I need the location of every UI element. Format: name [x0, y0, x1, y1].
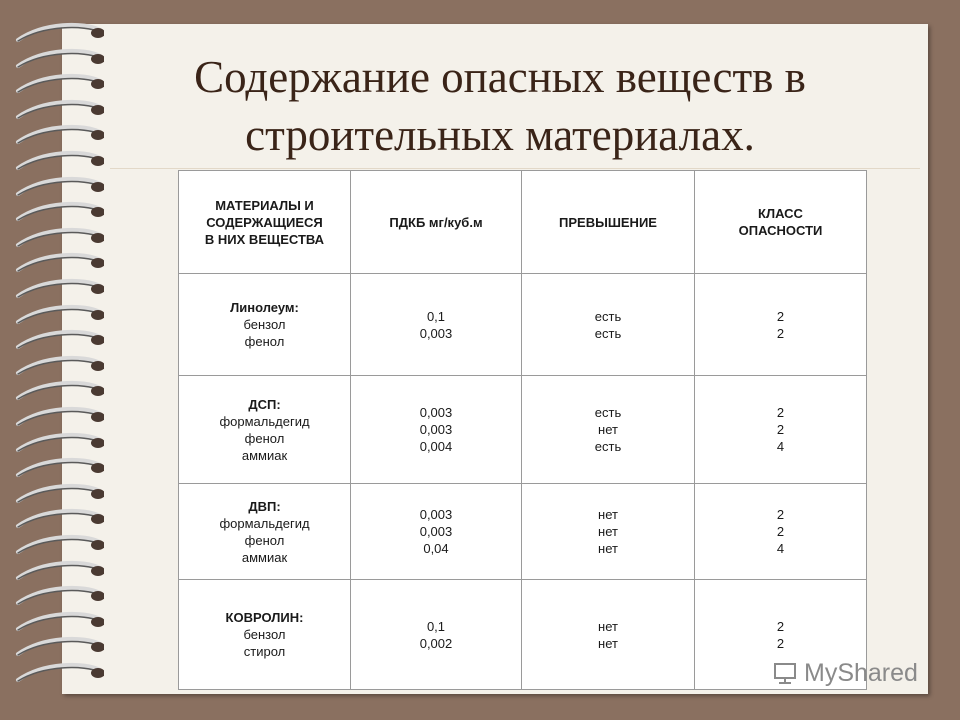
spiral-ring-icon: [14, 532, 104, 558]
spiral-ring-icon: [14, 225, 104, 251]
spiral-ring-icon: [14, 250, 104, 276]
cell-class: 2 2: [695, 580, 867, 690]
cell-class: 2 2 4: [695, 376, 867, 484]
header-excess: ПРЕВЫШЕНИЕ: [522, 171, 695, 274]
spiral-ring-icon: [14, 174, 104, 200]
title-divider: [110, 168, 920, 169]
cell-excess: нет нет: [522, 580, 695, 690]
spiral-ring-icon: [14, 660, 104, 686]
spiral-ring-icon: [14, 353, 104, 379]
cell-excess: есть есть: [522, 274, 695, 376]
title-line-2: строительных материалах.: [245, 110, 755, 160]
cell-excess: есть нет есть: [522, 376, 695, 484]
cell-pdk: 0,003 0,003 0,04: [351, 484, 522, 580]
table-row: [179, 376, 867, 484]
spiral-ring-icon: [14, 148, 104, 174]
cell-material: КОВРОЛИН: бензол стирол: [179, 580, 351, 690]
spiral-ring-icon: [14, 455, 104, 481]
table-header-row: [179, 171, 867, 274]
spiral-ring-icon: [14, 481, 104, 507]
spiral-ring-icon: [14, 20, 104, 46]
spiral-ring-icon: [14, 327, 104, 353]
presentation-icon: [772, 660, 798, 686]
spiral-ring-icon: [14, 199, 104, 225]
cell-pdk: 0,003 0,003 0,004: [351, 376, 522, 484]
spiral-binding-icon: [0, 20, 110, 700]
cell-material: ДВП: формальдегид фенол аммиак: [179, 484, 351, 580]
cell-class: 2 2 4: [695, 484, 867, 580]
spiral-ring-icon: [14, 276, 104, 302]
spiral-ring-icon: [14, 430, 104, 456]
table-row: [179, 484, 867, 580]
header-materials: МАТЕРИАЛЫ И СОДЕРЖАЩИЕСЯ В НИХ ВЕЩЕСТВА: [179, 171, 351, 274]
cell-pdk: 0,1 0,003: [351, 274, 522, 376]
header-pdk: ПДКБ мг/куб.м: [351, 171, 522, 274]
title-line-1: Содержание опасных веществ в: [194, 52, 806, 102]
watermark: [772, 656, 932, 690]
cell-class: 2 2: [695, 274, 867, 376]
spiral-ring-icon: [14, 609, 104, 635]
cell-pdk: 0,1 0,002: [351, 580, 522, 690]
spiral-ring-icon: [14, 506, 104, 532]
spiral-ring-icon: [14, 97, 104, 123]
spiral-ring-icon: [14, 71, 104, 97]
spiral-ring-icon: [14, 378, 104, 404]
hazard-table: [178, 170, 867, 690]
cell-excess: нет нет нет: [522, 484, 695, 580]
slide-title: [110, 48, 890, 164]
cell-material: Линолеум: бензол фенол: [179, 274, 351, 376]
table-row: [179, 580, 867, 690]
watermark-text: MyShared: [804, 658, 918, 687]
spiral-ring-icon: [14, 583, 104, 609]
spiral-ring-icon: [14, 302, 104, 328]
cell-material: ДСП: формальдегид фенол аммиак: [179, 376, 351, 484]
spiral-ring-icon: [14, 46, 104, 72]
header-hazard-class: КЛАСС ОПАСНОСТИ: [695, 171, 867, 274]
spiral-ring-icon: [14, 404, 104, 430]
table-row: [179, 274, 867, 376]
spiral-ring-icon: [14, 122, 104, 148]
spiral-ring-icon: [14, 558, 104, 584]
spiral-ring-icon: [14, 634, 104, 660]
